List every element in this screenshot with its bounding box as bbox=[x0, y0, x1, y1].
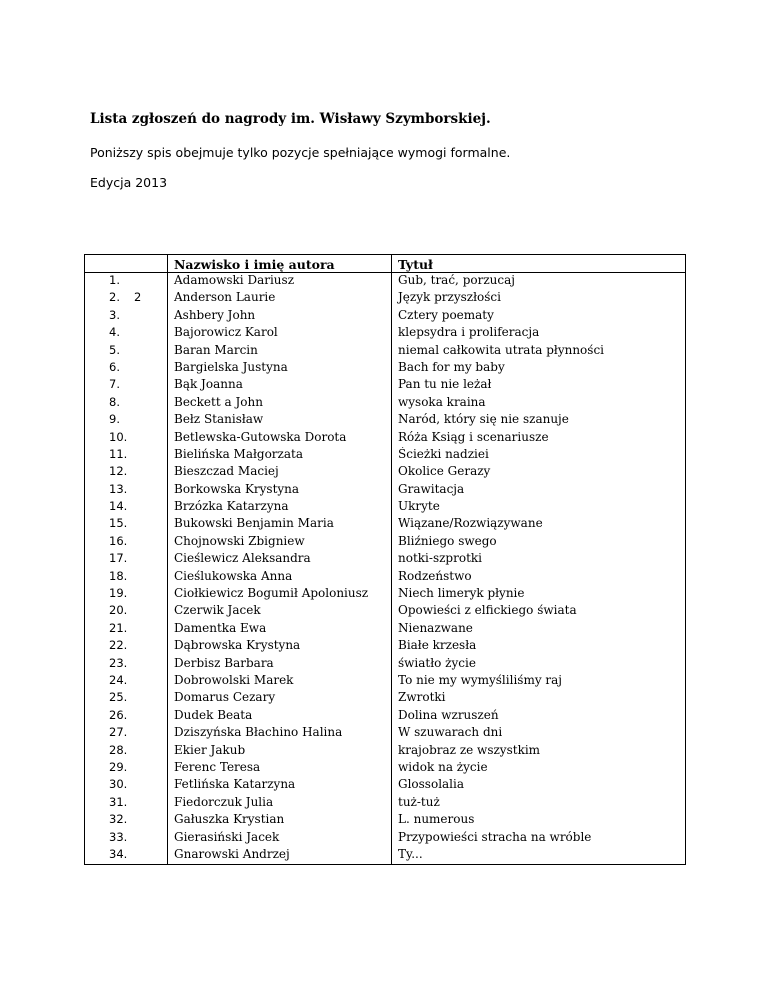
header-number bbox=[85, 255, 168, 273]
row-number-label: 26. bbox=[109, 707, 128, 722]
row-title: Gub, trać, porzucaj bbox=[392, 273, 686, 291]
row-number-label: 25. bbox=[109, 690, 128, 705]
row-number-label: 24. bbox=[109, 672, 128, 687]
intro-text: Poniższy spis obejmuje tylko pozycje spełniające wymogi formalne. bbox=[90, 145, 511, 160]
row-number-label: 13. bbox=[109, 481, 128, 496]
row-number bbox=[85, 499, 168, 516]
row-title: Ty... bbox=[392, 847, 686, 865]
row-number-label: 7. bbox=[109, 377, 120, 392]
row-title: Rodzeństwo bbox=[392, 569, 686, 586]
row-number bbox=[85, 447, 168, 464]
row-author: Fetlińska Katarzyna bbox=[168, 777, 392, 794]
table-row bbox=[85, 308, 686, 325]
row-number bbox=[85, 586, 168, 603]
row-author: Bukowski Benjamin Maria bbox=[168, 516, 392, 533]
row-title: wysoka kraina bbox=[392, 395, 686, 412]
row-title: tuż-tuż bbox=[392, 795, 686, 812]
table-row bbox=[85, 447, 686, 464]
row-number-label: 16. bbox=[109, 533, 128, 548]
row-title: Opowieści z elfickiego świata bbox=[392, 603, 686, 620]
row-author: Fiedorczuk Julia bbox=[168, 795, 392, 812]
table-row bbox=[85, 412, 686, 429]
row-title: Białe krzesła bbox=[392, 638, 686, 655]
row-number bbox=[85, 273, 168, 291]
row-title: Bach for my baby bbox=[392, 360, 686, 377]
edition-text: Edycja 2013 bbox=[90, 175, 168, 190]
row-number bbox=[85, 482, 168, 499]
row-author: Bełz Stanisław bbox=[168, 412, 392, 429]
header-title: Tytuł bbox=[392, 255, 686, 273]
row-title: klepsydra i proliferacja bbox=[392, 325, 686, 342]
row-number-label: 3. bbox=[109, 307, 120, 322]
row-title: Zwrotki bbox=[392, 690, 686, 707]
table-row bbox=[85, 760, 686, 777]
row-title: niemal całkowita utrata płynności bbox=[392, 343, 686, 360]
row-number-label: 22. bbox=[109, 638, 128, 653]
table-row bbox=[85, 690, 686, 707]
table-row bbox=[85, 812, 686, 829]
row-title: Glossolalia bbox=[392, 777, 686, 794]
row-author: Dudek Beata bbox=[168, 708, 392, 725]
row-number bbox=[85, 395, 168, 412]
row-title: Nienazwane bbox=[392, 621, 686, 638]
row-title: Cztery poematy bbox=[392, 308, 686, 325]
row-number bbox=[85, 795, 168, 812]
table-row bbox=[85, 777, 686, 794]
table-row bbox=[85, 743, 686, 760]
row-author: Gierasiński Jacek bbox=[168, 830, 392, 847]
table-row bbox=[85, 464, 686, 481]
row-number bbox=[85, 412, 168, 429]
row-title: L. numerous bbox=[392, 812, 686, 829]
row-number-label: 20. bbox=[109, 603, 128, 618]
table-body bbox=[85, 273, 686, 865]
row-author: Domarus Cezary bbox=[168, 690, 392, 707]
row-title: Naród, który się nie szanuje bbox=[392, 412, 686, 429]
row-title: Przypowieści stracha na wróble bbox=[392, 830, 686, 847]
row-author: Chojnowski Zbigniew bbox=[168, 534, 392, 551]
row-title: notki-szprotki bbox=[392, 551, 686, 568]
row-number bbox=[85, 830, 168, 847]
row-number-label: 23. bbox=[109, 655, 128, 670]
row-author: Betlewska-Gutowska Dorota bbox=[168, 430, 392, 447]
row-author: Bielińska Małgorzata bbox=[168, 447, 392, 464]
row-number bbox=[85, 430, 168, 447]
row-author: Ferenc Teresa bbox=[168, 760, 392, 777]
row-author: Bargielska Justyna bbox=[168, 360, 392, 377]
table-row bbox=[85, 725, 686, 742]
row-title: Pan tu nie leżał bbox=[392, 377, 686, 394]
table-row bbox=[85, 273, 686, 291]
row-number-label: 15. bbox=[109, 516, 128, 531]
table-row bbox=[85, 603, 686, 620]
table-row bbox=[85, 586, 686, 603]
row-number-label: 34. bbox=[109, 846, 128, 861]
row-number-label: 2. bbox=[109, 290, 120, 305]
row-number bbox=[85, 725, 168, 742]
row-number-extra: 2 bbox=[133, 290, 142, 305]
row-number-label: 32. bbox=[109, 812, 128, 827]
row-number-label: 33. bbox=[109, 829, 128, 844]
row-author: Bajorowicz Karol bbox=[168, 325, 392, 342]
row-number bbox=[85, 847, 168, 865]
submissions-table bbox=[84, 254, 686, 865]
table-header-row bbox=[85, 255, 686, 273]
row-title: światło życie bbox=[392, 656, 686, 673]
row-number bbox=[85, 343, 168, 360]
row-number bbox=[85, 760, 168, 777]
table-row bbox=[85, 430, 686, 447]
row-number-label: 4. bbox=[109, 325, 120, 340]
row-number bbox=[85, 290, 168, 307]
row-title: Bliźniego swego bbox=[392, 534, 686, 551]
row-number-label: 11. bbox=[109, 446, 128, 461]
row-author: Dziszyńska Błachino Halina bbox=[168, 725, 392, 742]
row-author: Cieślewicz Aleksandra bbox=[168, 551, 392, 568]
row-number-label: 21. bbox=[109, 620, 128, 635]
row-author: Ashbery John bbox=[168, 308, 392, 325]
table-row bbox=[85, 830, 686, 847]
row-number-label: 1. bbox=[109, 273, 120, 287]
row-author: Damentka Ewa bbox=[168, 621, 392, 638]
row-number-label: 12. bbox=[109, 464, 128, 479]
row-author: Gnarowski Andrzej bbox=[168, 847, 392, 865]
row-author: Ekier Jakub bbox=[168, 743, 392, 760]
row-author: Gałuszka Krystian bbox=[168, 812, 392, 829]
row-number-label: 5. bbox=[109, 342, 120, 357]
row-number-label: 29. bbox=[109, 759, 128, 774]
row-title: Wiązane/Rozwiązywane bbox=[392, 516, 686, 533]
row-number bbox=[85, 673, 168, 690]
row-number bbox=[85, 516, 168, 533]
row-title: Niech limeryk płynie bbox=[392, 586, 686, 603]
row-number bbox=[85, 743, 168, 760]
row-author: Bąk Joanna bbox=[168, 377, 392, 394]
row-author: Dobrowolski Marek bbox=[168, 673, 392, 690]
row-author: Borkowska Krystyna bbox=[168, 482, 392, 499]
row-number bbox=[85, 708, 168, 725]
table-row bbox=[85, 482, 686, 499]
table-row bbox=[85, 708, 686, 725]
row-number bbox=[85, 621, 168, 638]
table-row bbox=[85, 638, 686, 655]
row-number bbox=[85, 638, 168, 655]
table-row bbox=[85, 673, 686, 690]
row-number bbox=[85, 656, 168, 673]
row-title: Dolina wzruszeń bbox=[392, 708, 686, 725]
row-title: Okolice Gerazy bbox=[392, 464, 686, 481]
row-number bbox=[85, 308, 168, 325]
row-number bbox=[85, 464, 168, 481]
row-number-label: 14. bbox=[109, 499, 128, 514]
table-row bbox=[85, 569, 686, 586]
row-number-label: 30. bbox=[109, 777, 128, 792]
row-title: Język przyszłości bbox=[392, 290, 686, 307]
table-row bbox=[85, 290, 686, 307]
row-number bbox=[85, 812, 168, 829]
row-number-label: 8. bbox=[109, 394, 120, 409]
table-row bbox=[85, 325, 686, 342]
row-author: Brzózka Katarzyna bbox=[168, 499, 392, 516]
table-row bbox=[85, 621, 686, 638]
row-author: Cieślukowska Anna bbox=[168, 569, 392, 586]
table-row bbox=[85, 534, 686, 551]
row-number-label: 19. bbox=[109, 586, 128, 601]
row-number bbox=[85, 603, 168, 620]
table-row bbox=[85, 499, 686, 516]
table-row bbox=[85, 516, 686, 533]
table-row bbox=[85, 656, 686, 673]
row-number bbox=[85, 551, 168, 568]
header-author: Nazwisko i imię autora bbox=[168, 255, 392, 273]
table-row bbox=[85, 395, 686, 412]
row-title: widok na życie bbox=[392, 760, 686, 777]
row-author: Adamowski Dariusz bbox=[168, 273, 392, 291]
table-row bbox=[85, 847, 686, 865]
row-number bbox=[85, 690, 168, 707]
row-number bbox=[85, 534, 168, 551]
row-author: Baran Marcin bbox=[168, 343, 392, 360]
row-number bbox=[85, 777, 168, 794]
row-author: Bieszczad Maciej bbox=[168, 464, 392, 481]
row-title: krajobraz ze wszystkim bbox=[392, 743, 686, 760]
row-title: W szuwarach dni bbox=[392, 725, 686, 742]
table-row bbox=[85, 551, 686, 568]
row-title: Ścieżki nadziei bbox=[392, 447, 686, 464]
row-number bbox=[85, 325, 168, 342]
row-author: Beckett a John bbox=[168, 395, 392, 412]
row-number bbox=[85, 377, 168, 394]
row-title: Grawitacja bbox=[392, 482, 686, 499]
row-number-label: 6. bbox=[109, 359, 120, 374]
row-number-label: 17. bbox=[109, 551, 128, 566]
table-row bbox=[85, 343, 686, 360]
row-author: Dąbrowska Krystyna bbox=[168, 638, 392, 655]
row-title: Róża Ksiąg i scenariusze bbox=[392, 430, 686, 447]
row-title: Ukryte bbox=[392, 499, 686, 516]
row-number-label: 18. bbox=[109, 568, 128, 583]
row-title: To nie my wymyśliliśmy raj bbox=[392, 673, 686, 690]
row-number-label: 28. bbox=[109, 742, 128, 757]
row-number-label: 31. bbox=[109, 794, 128, 809]
row-author: Derbisz Barbara bbox=[168, 656, 392, 673]
table-row bbox=[85, 377, 686, 394]
table-row bbox=[85, 795, 686, 812]
row-author: Czerwik Jacek bbox=[168, 603, 392, 620]
row-number bbox=[85, 360, 168, 377]
row-author: Anderson Laurie bbox=[168, 290, 392, 307]
row-number-label: 27. bbox=[109, 725, 128, 740]
row-number bbox=[85, 569, 168, 586]
document-title: Lista zgłoszeń do nagrody im. Wisławy Szymborskiej. bbox=[90, 111, 491, 127]
row-number-label: 9. bbox=[109, 412, 120, 427]
table-row bbox=[85, 360, 686, 377]
row-author: Ciołkiewicz Bogumił Apoloniusz bbox=[168, 586, 392, 603]
row-number-label: 10. bbox=[109, 429, 128, 444]
